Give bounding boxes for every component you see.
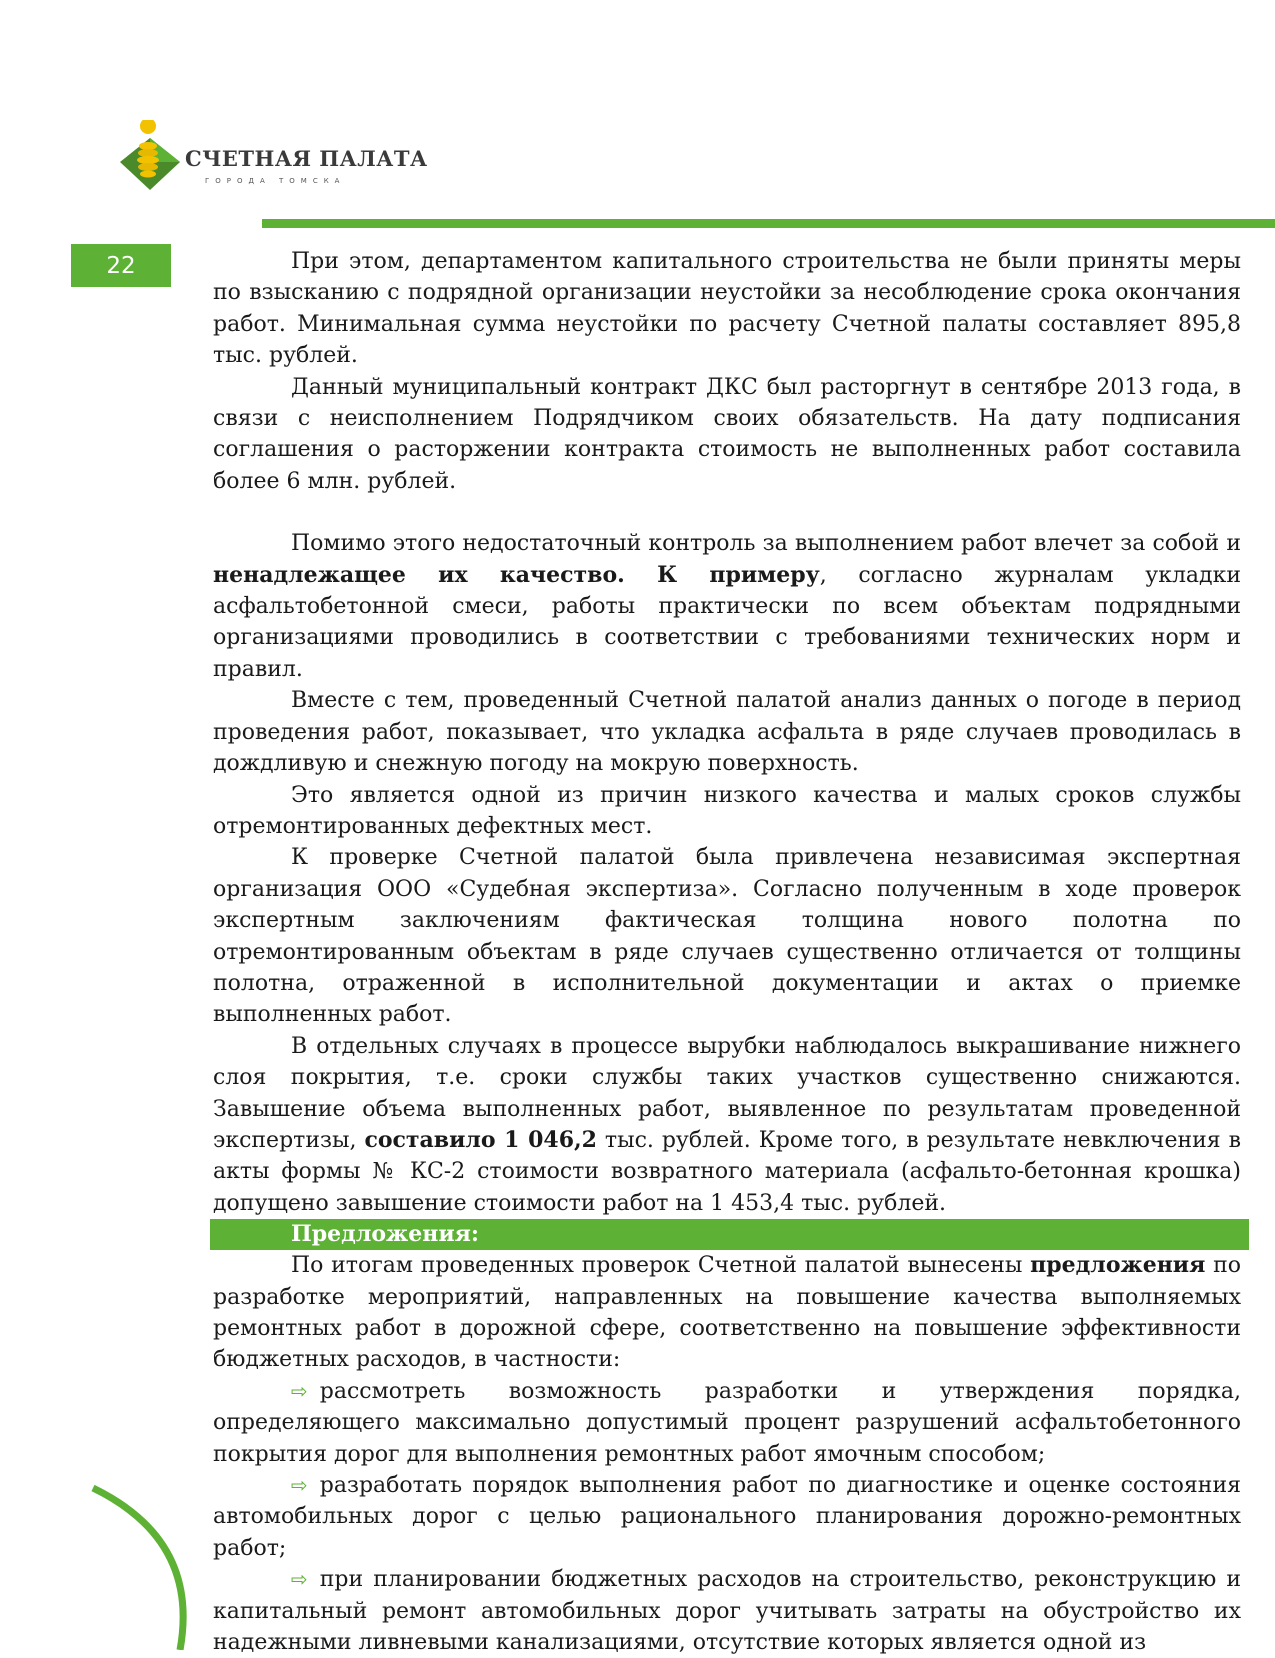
list-item: ⇨ при планировании бюджетных расходов на строительство, реконструкцию и капитальный ремонт автомобильных дорог учитывать затраты на обустройство их надежными ливневыми канализациями, отсутствие которых является одной из: [213, 1567, 1241, 1656]
arrow-right-icon: ⇨: [291, 1473, 308, 1498]
list-item: ⇨ разработать порядок выполнения работ по диагностике и оценке состояния автомобильных дорог с целью рационального планирования дорожно-ремонтных работ;: [213, 1473, 1241, 1561]
arrow-right-icon: ⇨: [291, 1378, 308, 1403]
arrow-right-icon: ⇨: [291, 1567, 308, 1592]
paragraph: К проверке Счетной палатой была привлечена независимая экспертная организация ООО «Судебная экспертиза». Согласно полученным в ходе проверок экспертным заключениям фактическая толщина нового полотна по отремонтированным объектам в ряде случаев существенно отличается от толщины полотна, отраженной в исполнительной документации и актах о приемке выполненных работ.: [213, 845, 1241, 1028]
paragraph: При этом, департаментом капитального строительства не были приняты меры по взысканию с подрядной организации неустойки за несоблюдение срока окончания работ. Минимальная сумма неустойки по расчету Счетной палаты составляет 895,8 тыс. рублей.: [213, 249, 1241, 369]
decorative-arc-icon: [60, 1480, 210, 1650]
list-item: ⇨ рассмотреть возможность разработки и утверждения порядка, определяющего максимально допустимый процент разрушений асфальтобетонного покрытия дорог для выполнения ремонтных работ ямочным способом;: [213, 1378, 1241, 1467]
document-body: [213, 246, 1241, 1658]
paragraph: Помимо этого недостаточный контроль за выполнением работ влечет за собой и ненадлежащее их качество. К примеру, согласно журналам укладки асфальтобетонной смеси, работы практически по всем объектам подрядными организациями проводились в соответствии с требованиями технических норм и правил.: [213, 531, 1241, 682]
section-heading: Предложения:: [210, 1219, 1249, 1250]
paragraph: Данный муниципальный контракт ДКС был расторгнут в сентябре 2013 года, в связи с неисполнением Подрядчиком своих обязательств. На дату подписания соглашения о расторжении контракта стоимость не выполненных работ составила более 6 млн. рублей.: [213, 374, 1241, 494]
org-city: ГОРОДА ТОМСКА: [205, 177, 346, 185]
org-name: СЧЕТНАЯ ПАЛАТА: [185, 146, 428, 171]
paragraph: Вместе с тем, проведенный Счетной палатой анализ данных о погоде в период проведения работ, показывает, что укладка асфальта в ряде случаев проводилась в дождливую и снежную погоду на мокрую поверхность.: [213, 688, 1241, 777]
page-number: 22: [71, 244, 171, 287]
paragraph: Это является одной из причин низкого качества и малых сроков службы отремонтированных дефектных мест.: [213, 782, 1241, 839]
header-rule: [262, 219, 1275, 228]
paragraph: По итогам проведенных проверок Счетной палатой вынесены предложения по разработке мероприятий, направленных на повышение качества выполняемых ремонтных работ в дорожной сфере, соответственно на повышение эффективности бюджетных расходов, в частности:: [213, 1252, 1242, 1373]
spacer: [213, 497, 1241, 528]
paragraph: В отдельных случаях в процессе вырубки наблюдалось выкрашивание нижнего слоя покрытия, т.е. сроки службы таких участков существенно снижаются. Завышение объема выполненных работ, выявленное по результатам проведенной экспертизы, составило 1 046,2 тыс. рублей. Кроме того, в результате невключения в акты формы № КС-2 стоимости возвратного материала (асфальто-бетонная крошка) допущено завышение стоимости работ на 1 453,4 тыс. рублей.: [213, 1033, 1242, 1216]
